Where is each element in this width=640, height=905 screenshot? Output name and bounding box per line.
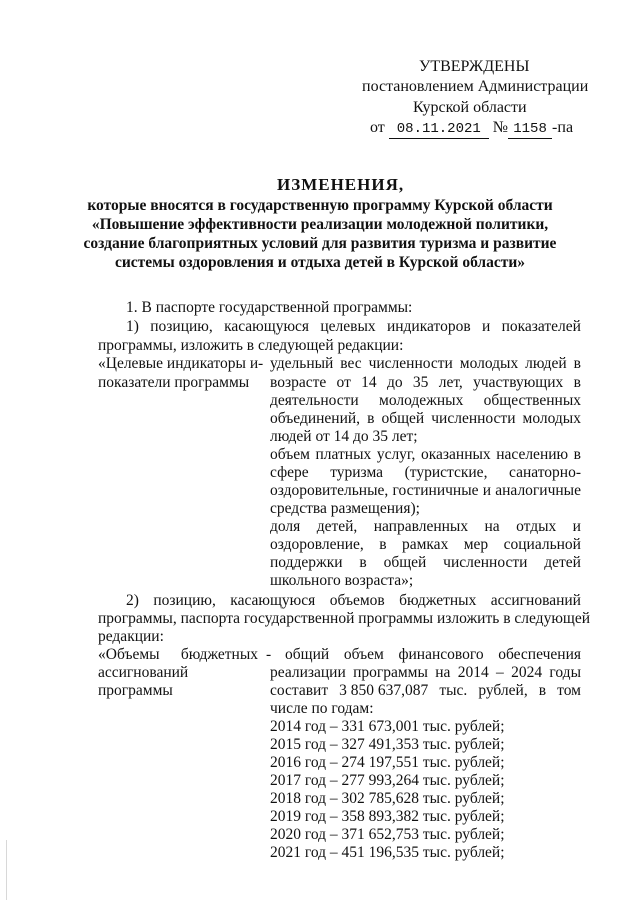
block1-right-line: [270, 464, 581, 482]
word: обеспечения: [498, 646, 581, 663]
block1-right-line: [270, 374, 581, 392]
word: в: [379, 536, 387, 553]
word: объем: [343, 646, 384, 663]
word: общий: [285, 646, 330, 663]
word: позицию,: [153, 592, 216, 609]
word: молодых: [522, 410, 581, 427]
word: численности: [443, 554, 528, 571]
subtitle-line-1: которые вносятся в государственную программу Курской области: [87, 197, 553, 214]
block1-right-line: школьного возраста»;: [270, 572, 414, 589]
word: 14: [361, 374, 377, 391]
word: молодых: [459, 355, 519, 372]
subtitle-line-4: системы оздоровления и отдыха детей в Курской области»: [114, 254, 526, 271]
paragraph-2-first-line: [126, 318, 581, 336]
word: детей: [544, 554, 581, 571]
year-allocation: 2021 год – 451 196,535 тыс. рублей;: [270, 844, 505, 861]
word: 35: [412, 374, 429, 391]
year-allocation: 2016 год – 274 197,551 тыс. рублей;: [270, 754, 505, 771]
approval-date: 08.11.2021: [389, 120, 489, 139]
word: объединений,: [270, 410, 361, 427]
word: услуг,: [376, 446, 416, 463]
block1-right-line: [270, 410, 581, 428]
word: –: [496, 664, 504, 681]
word: касающуюся: [224, 318, 310, 335]
word: оздоровительные,: [270, 482, 389, 499]
paragraph-2-rest: программы, изложить в следующей редакции:: [98, 337, 404, 354]
word: лет,: [438, 374, 463, 391]
word: платных: [315, 446, 372, 463]
number-suffix: -па: [552, 119, 574, 136]
word: аналогичные: [495, 482, 581, 499]
date-prefix: от: [370, 119, 385, 136]
word: туризма: [330, 464, 384, 481]
year-allocation: 2017 год – 277 993,264 тыс. рублей;: [270, 772, 505, 789]
block1-right-line: [270, 518, 581, 536]
word: детей,: [316, 518, 358, 535]
block2-right-line: [285, 646, 581, 664]
paragraph-3-second-line: программы, паспорта государственной программы изложить в следующей: [98, 610, 591, 627]
block1-right-line: людей от 14 до 35 лет;: [270, 428, 418, 445]
paragraph-1: 1. В паспорте государственной программы:: [126, 299, 413, 316]
block1-right-line: [270, 446, 581, 464]
block1-right-line: [270, 554, 581, 572]
word: численности: [431, 410, 516, 427]
year-allocation: 2014 год – 331 673,001 тыс. рублей;: [270, 718, 505, 735]
block2-dash: -: [266, 646, 272, 663]
block2-left-line-3: программы: [98, 682, 173, 699]
word: рамках: [401, 536, 449, 553]
word: направленных: [373, 518, 469, 535]
word: и: [481, 318, 491, 335]
word: реализации: [270, 664, 346, 681]
paragraph-3-third-line: редакции:: [98, 628, 164, 645]
word: на: [484, 518, 500, 535]
block2-right-line: [270, 682, 581, 700]
word: (туристские,: [404, 464, 488, 481]
block1-right-line: [270, 392, 581, 410]
word: рублей,: [478, 682, 528, 699]
block1-left-line-1: «Целевые индикаторы и: [98, 355, 259, 372]
word: в: [538, 682, 547, 699]
block1-left-line-2: показатели программы: [98, 374, 250, 391]
word: сфере: [270, 464, 309, 481]
word: гостиничные: [392, 482, 479, 499]
word: населению: [496, 446, 569, 463]
word: общей: [383, 554, 427, 571]
word: целевых: [320, 318, 376, 335]
block1-right-line: [270, 355, 581, 373]
year-allocation: 2019 год – 358 893,382 тыс. рублей;: [270, 808, 505, 825]
word: финансового: [398, 646, 484, 663]
block1-dash: -: [258, 355, 264, 372]
year-allocation: 2015 год – 327 491,353 тыс. рублей;: [270, 736, 505, 753]
word: численности: [368, 355, 453, 372]
word: до: [386, 374, 403, 391]
approval-line-1: постановлением Администрации: [362, 78, 589, 95]
word: касающуюся: [230, 592, 316, 609]
word: поддержки: [270, 554, 343, 571]
word: общественных: [483, 392, 581, 409]
number-prefix: №: [492, 119, 509, 136]
year-allocation: 2020 год – 371 652,753 тыс. рублей;: [270, 826, 505, 843]
word: оздоровление,: [270, 536, 364, 553]
word: возрасте: [270, 374, 327, 391]
word: оказанных: [420, 446, 491, 463]
word: «Объемы: [98, 646, 160, 663]
word: социальной: [503, 536, 581, 553]
word: позицию,: [150, 318, 213, 335]
word: доля: [270, 518, 301, 535]
year-allocation: 2018 год – 302 785,628 тыс. рублей;: [270, 790, 505, 807]
word: индикаторов: [386, 318, 471, 335]
block2-right-line: числе по годам:: [270, 700, 374, 717]
word: вес: [340, 355, 362, 372]
approval-line-2: Курской области: [413, 99, 527, 116]
block1-right-line: [270, 482, 581, 500]
word: составит: [270, 682, 329, 699]
word: 2): [126, 592, 139, 609]
word: удельный: [270, 355, 334, 372]
approval-header: УТВЕРЖДЕНЫ: [419, 58, 530, 75]
block1-right-line: [270, 536, 581, 554]
word: отдых: [516, 518, 557, 535]
block2-left-line-1: [98, 646, 258, 664]
word: ассигнований: [490, 592, 581, 609]
word: в: [573, 374, 581, 391]
word: санаторно-: [509, 464, 581, 481]
word: мер: [463, 536, 489, 553]
word: показателей: [501, 318, 581, 335]
word: объем: [270, 446, 310, 463]
word: бюджетных: [399, 592, 477, 609]
word: деятельности: [270, 392, 359, 409]
word: от: [336, 374, 351, 391]
word: в: [367, 410, 375, 427]
approval-number: 1158: [508, 120, 552, 139]
word: людей: [525, 355, 567, 372]
word: объемов: [329, 592, 385, 609]
word: в: [573, 446, 581, 463]
block2-left-line-2: ассигнований: [98, 664, 189, 681]
word: в: [359, 554, 367, 571]
block2-right-line: [270, 664, 581, 682]
word: тыс.: [439, 682, 468, 699]
subtitle-line-2: «Повышение эффективности реализации молодежной политики,: [91, 216, 549, 233]
word: 3 850 637,087: [339, 682, 429, 699]
scan-edge-shadow: [6, 840, 7, 900]
subtitle-line-3: создание благоприятных условий для развития туризма и развитие: [83, 235, 557, 252]
word: том: [557, 682, 581, 699]
word: на: [435, 664, 451, 681]
word: молодежных: [379, 392, 464, 409]
word: и: [572, 518, 581, 535]
word: годы: [549, 664, 581, 681]
word: 1): [126, 318, 139, 335]
word: 2014: [457, 664, 489, 681]
paragraph-3-first-line: [126, 592, 581, 610]
word: и: [482, 482, 492, 499]
word: в: [573, 355, 581, 372]
doc-title: ИЗМЕНЕНИЯ,: [277, 175, 405, 194]
word: бюджетных: [180, 646, 258, 663]
approval-date-line: [370, 119, 573, 139]
word: общей: [381, 410, 425, 427]
word: 2024: [511, 664, 543, 681]
word: программы: [353, 664, 428, 681]
block1-right-line: средства размещения);: [270, 500, 420, 517]
word: участвующих: [473, 374, 564, 391]
